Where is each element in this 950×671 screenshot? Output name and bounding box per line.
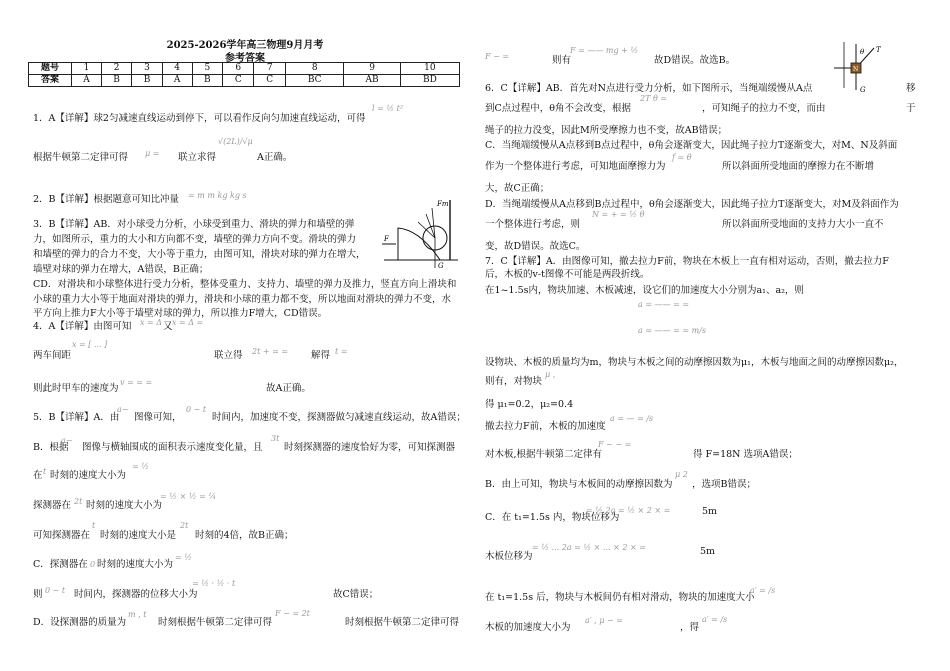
- question-number: 8: [285, 63, 344, 75]
- question-number: 5: [192, 63, 222, 75]
- q7-line: 后，木板的v-t图像不可能是两段折线。: [485, 269, 650, 280]
- question-number: 2: [101, 63, 131, 75]
- formula: μ ,: [545, 370, 556, 379]
- q4-text-7: 故A正确。: [266, 383, 311, 394]
- q7-line: ，选项B错误；: [692, 479, 756, 490]
- formula: x = Δ: [140, 318, 163, 327]
- r0-text-2: 故D错误。故选B。: [654, 55, 736, 66]
- q7-line: B．由上可知，物块与木板间的动摩擦因数为: [485, 479, 673, 490]
- q6-line: ，可知绳子的拉力不变，而由: [702, 103, 826, 114]
- page-subtitle: 参考答案: [225, 53, 265, 64]
- answer-cell: BC: [285, 75, 344, 87]
- q5-text-17: 时间内，探测器的位移大小为: [74, 589, 198, 600]
- q5-text-19: D．设探测器的质量为: [33, 617, 127, 628]
- q5-text-11: 可知探测器在: [33, 530, 91, 541]
- q3-line: 平方向上推力F大小等于墙壁对球的弹力，所以推力F增大，CD错误。: [33, 308, 328, 319]
- q6-line: 变，故D错误。故选C。: [485, 241, 586, 252]
- answer-cell: C: [254, 75, 285, 87]
- formula: t =: [335, 347, 348, 356]
- formula: F − − =: [598, 440, 632, 449]
- formula: 2T θ =: [640, 94, 668, 103]
- formula: = m m kg kg s: [188, 191, 247, 200]
- q4-text-6: 则此时甲车的速度为: [33, 383, 119, 394]
- question-number: 4: [162, 63, 192, 75]
- force-diagram-q6: [830, 40, 902, 96]
- q6-line: C．当绳端缓慢从A点移到B点过程中，θ角会逐渐变大，因此绳子拉力T逐渐变大，对M、N及斜面: [485, 140, 898, 151]
- q4-text-3: 两车间距: [33, 350, 72, 361]
- q7-line: 则有，对物块: [485, 376, 543, 387]
- answer-cell: A: [72, 75, 102, 87]
- fig6-label-g: G: [860, 86, 866, 94]
- answer-cell: AB: [344, 75, 400, 87]
- q5-text-15: 时刻的速度大小为: [97, 559, 174, 570]
- fig3-label-g: G: [438, 262, 444, 270]
- formula: = ½ · ½ · t: [192, 579, 236, 588]
- formula: 0 ~ t: [45, 586, 66, 595]
- q4-text: 4．A【详解】由图可知: [33, 321, 132, 332]
- q6-line: 所以斜面所受地面的支持力大小一直不: [722, 219, 884, 230]
- q5-text-4: B．根据: [33, 442, 69, 453]
- formula: v = = =: [120, 378, 153, 387]
- q7-unit: 5m: [702, 506, 718, 517]
- answer-cell: A: [162, 75, 192, 87]
- formula: N = + = ½ θ: [592, 210, 645, 219]
- q7-line: 木板位移为: [485, 551, 533, 562]
- formula: = ½: [132, 462, 149, 471]
- q4-text-4: 联立得: [214, 350, 243, 361]
- q1-text-3: 联立求得: [178, 152, 217, 163]
- formula: μ 2: [675, 470, 688, 479]
- question-number: 9: [344, 63, 400, 75]
- fig6-label-theta: θ: [860, 48, 865, 56]
- formula: 0: [90, 560, 96, 569]
- question-number: 3: [132, 63, 162, 75]
- q7-line: ，得: [680, 622, 700, 633]
- formula: a′ = /s: [702, 615, 728, 624]
- q4-text-2: 又: [163, 321, 173, 332]
- formula: a′ = /s: [750, 586, 776, 595]
- right-column: [470, 0, 950, 671]
- q5-text-20: 时刻根据牛顿第二定律可得: [158, 617, 273, 628]
- q5-text-21: 时刻根据牛顿第二定律可得: [345, 617, 460, 628]
- formula: = ½: [175, 553, 192, 562]
- q3-line: 小球的重力大小等于地面对滑块的弹力，滑块和小球的重力都不变，所以地面对滑块的弹力不变，水: [33, 294, 452, 305]
- r0-text: 则有: [552, 55, 572, 66]
- q6-line: 于: [906, 103, 916, 114]
- q4-text-5: 解得: [311, 350, 331, 361]
- formula: √(2L)/√μ: [218, 137, 253, 146]
- fig6-label-n: N: [853, 66, 859, 73]
- q1-text-4: A正确。: [257, 152, 293, 163]
- q7-line: 得 F=18N 选项A错误；: [693, 449, 798, 460]
- q3-line: CD．对滑块和小球整体进行受力分析，整体受重力、支持力、墙壁的弹力及推力，竖直方向上滑块和: [33, 279, 457, 290]
- formula: 2t: [180, 521, 189, 530]
- formula: F − =: [485, 52, 510, 61]
- q5-text-3: 时间内，加速度不变，探测器做匀减速直线运动，故A错误；: [212, 412, 466, 423]
- q6-line: 大，故C正确；: [485, 183, 550, 194]
- formula: 2t: [74, 497, 83, 506]
- q7-line: C．在 t₁=1.5s 内，物块位移为: [485, 512, 620, 523]
- q6-line: 所以斜面所受地面的摩擦力在不断增: [722, 161, 875, 172]
- q6-line: 作为一个整体进行考虑，可知地面摩擦力为: [485, 161, 666, 172]
- q6-line: 绳子的拉力没变，因此M所受摩擦力也不变，故AB错误；: [485, 125, 728, 136]
- q6-line: 6．C【详解】AB．首先对N点进行受力分析，如下图所示，当绳端缓慢从A点: [485, 83, 813, 94]
- force-diagram-q3: [380, 198, 460, 270]
- fig3-label-f: F: [384, 235, 389, 243]
- q2-text: 2．B【详解】根据题意可知比冲量: [33, 194, 180, 205]
- formula: x = Δ =: [172, 318, 204, 327]
- q7-unit: 5m: [700, 546, 716, 557]
- q7-line: 在1~1.5s内，物块加速、木板减速，设它们的加速度大小分别为a₁、a₂，则: [485, 285, 804, 296]
- question-number: 1: [72, 63, 102, 75]
- q6-line: D．当绳端缓慢从A点移到B点过程中，θ角会逐渐变大，因此绳子拉力T逐渐变大，对M及斜面作为: [485, 199, 899, 210]
- formula: = ½ ... 2a = ½ × ... × 2 × =: [532, 543, 646, 552]
- formula: x = [ ... ]: [72, 340, 108, 349]
- q6-line: 一个整体进行考虑，则: [485, 219, 581, 230]
- formula: a′ , μ − =: [585, 616, 623, 625]
- q3-line: 和墙壁的弹力的合力不变，大小等于重力，由图可知，滑块对球的弹力在增大，: [33, 249, 366, 260]
- formula: 3t: [271, 434, 280, 443]
- q5-text-8: 时刻的速度大小为: [50, 470, 127, 481]
- formula: f = θ: [672, 153, 692, 162]
- q5-text-6: 时刻探测器的速度恰好为零，可知探测器: [284, 442, 456, 453]
- q7-line: 撤去拉力F前，木板的加速度: [485, 421, 606, 432]
- formula: a = —— = =: [638, 300, 690, 309]
- q1-text-2: 根据牛顿第二定律可得: [33, 152, 129, 163]
- formula: 2t + = =: [252, 347, 289, 356]
- q5-text-13: 时刻的4倍，故B正确；: [195, 530, 294, 541]
- q5-text-2: 图像可知，: [134, 412, 182, 423]
- q7-line: 设物块、木板的质量均为m，物块与木板之间的动摩擦因数为μ₁，木板与地面之间的动摩擦因数μ₂，: [485, 357, 904, 368]
- formula: 0 ~ t: [186, 405, 207, 414]
- page-title: 2025-2026学年高三物理9月月考: [166, 40, 324, 51]
- q3-line: 力，如图所示，重力的大小和方向都不变，墙壁的弹力方向不变。滑块的弹力: [33, 234, 357, 245]
- q5-text: 5．B【详解】A．由: [33, 412, 120, 423]
- row-label: 答案: [29, 75, 72, 87]
- question-number: 7: [254, 63, 285, 75]
- formula: = ½ 2a = ½ × 2 × =: [586, 506, 671, 515]
- question-number: 10: [400, 63, 459, 75]
- q3-line: 3．B【详解】AB．对小球受力分析，小球受到重力、滑块的弹力和墙壁的弹: [33, 219, 355, 230]
- formula: l = ½ t²: [372, 104, 404, 113]
- q5-text-14: C．探测器在: [33, 559, 88, 570]
- answer-cell: BD: [400, 75, 459, 87]
- q7-line: 木板的加速度大小为: [485, 622, 571, 633]
- q5-text-12: 时刻的速度大小是: [100, 530, 177, 541]
- q6-line: 移: [906, 83, 916, 94]
- left-column: [0, 0, 470, 671]
- q5-text-16: 则: [33, 589, 43, 600]
- formula: a−: [61, 436, 73, 445]
- formula: a = —— = = m/s: [638, 326, 706, 335]
- answer-cell: C: [223, 75, 254, 87]
- q5-text-5: 图像与横轴围成的面积表示速度变化量，且: [82, 442, 263, 453]
- q5-text-9: 探测器在: [33, 500, 72, 511]
- q5-text-10: 时刻的速度大小为: [86, 500, 163, 511]
- formula: a−: [117, 405, 129, 414]
- fig6-label-t: T: [876, 46, 881, 54]
- formula: = ½ × ½ = ¼: [160, 492, 217, 501]
- question-number: 6: [223, 63, 254, 75]
- q5-text-18: 故C错误；: [333, 589, 379, 600]
- q3-line: 墙壁对球的弹力在增大，A错误，B正确；: [33, 264, 209, 275]
- q1-text: 1．A【详解】球2匀减速直线运动到停下，可以看作反向匀加速直线运动，可得: [33, 113, 366, 124]
- q7-line: 7．C【详解】A．由图像可知，撤去拉力F前，物块在木板上一直有相对运动，否则，撤去拉力F: [485, 256, 889, 267]
- formula: t: [43, 467, 47, 476]
- formula: μ =: [145, 149, 160, 158]
- fig3-label-fm: Fm: [437, 200, 449, 208]
- answer-cell: B: [192, 75, 222, 87]
- q7-line: 在 t₁=1.5s 后，物块与木板间仍有相对滑动，物块的加速度大小: [485, 592, 755, 603]
- row-label: 题号: [29, 63, 72, 75]
- formula: a = — = /s: [610, 414, 654, 423]
- q6-line: 到C点过程中，θ角不会改变，根据: [485, 103, 631, 114]
- answer-cell: B: [101, 75, 131, 87]
- answer-cell: B: [132, 75, 162, 87]
- formula: t: [92, 521, 96, 530]
- formula: F − = 2t: [275, 609, 310, 618]
- q5-text-7: 在: [33, 470, 43, 481]
- formula: m , t: [128, 610, 147, 619]
- formula: F = —— mg + ½: [570, 46, 639, 55]
- q7-line: 得 μ₁=0.2，μ₂=0.4: [485, 399, 574, 410]
- q7-line: 对木板,根据牛顿第二定律有: [485, 449, 603, 460]
